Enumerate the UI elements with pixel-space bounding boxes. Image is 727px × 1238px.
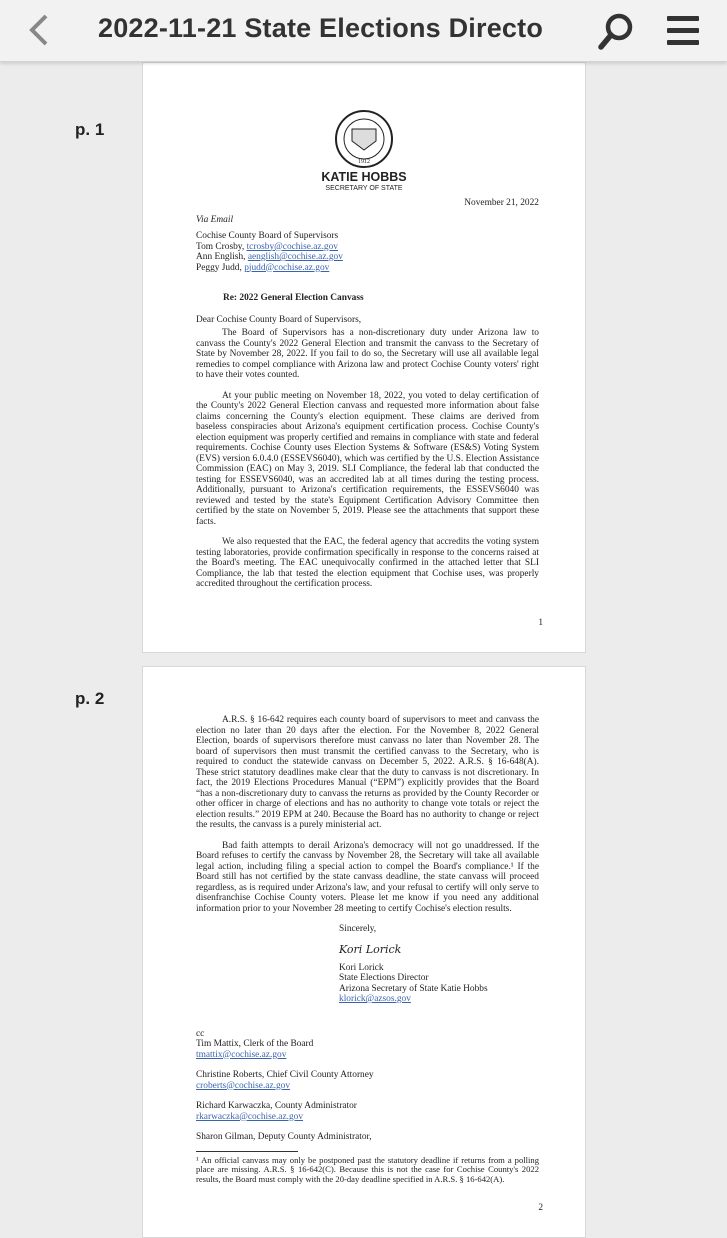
body-paragraph: At your public meeting on November 18, 2022, you voted to delay certification of the County's 2022 General Election canvass and requested more information about false claims concerning the County's election equipment. These claims are derived from baseless conspiracies about Arizona's equipment certification process. Cochise County's election equipment was properly certified and remains in compliance with state and federal requirements. Cochise County uses Election Systems & Software (ES&S) Voting System (EVS) version 6.0.4.0 (ESSEVS6040), which was certified by the U.S. Election Assistance Commission (EAC) on May 3, 2019. SLI Compliance, the federal lab that conducted the testing for ESSEVS6040, was an accredited lab at all times during the testing process. Additionally, pursuant to Arizona's certification requirements, the ESSEVS6040 was reviewed and tested by the state's Equipment Certification Advisory Committee then certified by the state on November 5, 2019. Please see the attachments that support these facts.	[196, 390, 539, 527]
signer-title: State Elections Director	[339, 973, 429, 983]
document-page-2	[75, 666, 586, 1238]
footnote-rule	[196, 1151, 298, 1152]
cc-block	[196, 1029, 539, 1143]
body-paragraph: The Board of Supervisors has a non-discretionary duty under Arizona law to canvass the County's 2022 General Election and transmit the canvass to the Secretary of State by November 28, 2022. If you fail to do so, the Secretary will use all available legal remedies to compel compliance with Arizona law and protect Cochise County voters' right to have their votes counted.	[196, 328, 539, 380]
body-paragraph: Bad faith attempts to derail Arizona's democracy will not go unaddressed. If the Board refuses to certify the canvass by November 28, the Secretary will take all available legal action, including filing a special action to compel the Board's compliance.¹ If the Board still has not certified by the state canvass deadline, the state canvass will proceed regardless, as is required under Arizona's law, and your refusal to certify will only serve to disenfranchise Cochise County voters. Please let me know if you need any additional information prior to your November 28 meeting to certify Cochise's election results.	[196, 840, 539, 914]
email-link[interactable]: aenglish@cochise.az.gov	[247, 252, 343, 262]
cc-name: Tim Mattix, Clerk of the Board	[196, 1039, 314, 1049]
letterhead-name: KATIE HOBBS	[321, 170, 407, 184]
email-link[interactable]: tcrosby@cochise.az.gov	[246, 241, 338, 252]
signer-block	[196, 963, 539, 1005]
signer-email-link[interactable]: klorick@azsos.gov	[339, 994, 411, 1004]
hamburger-menu-icon[interactable]	[667, 16, 699, 46]
email-link[interactable]: pjudd@cochise.az.gov	[244, 262, 330, 273]
cc-email-link[interactable]: croberts@cochise.az.gov	[196, 1080, 291, 1091]
salutation: Dear Cochise County Board of Supervisors,	[196, 314, 362, 325]
addressee-line: Peggy Judd, pjudd@cochise.az.gov	[196, 262, 330, 273]
footnote: ¹ An official canvass may only be postponed past the statutory deadline if returns from a polling place are missing. A.R.S. § 16-642(C). Because this is not the case for Cochise County's 2022 results, the Board must comply with the 20-day deadline specified in A.R.S. § 16-642(A).	[196, 1154, 539, 1185]
cc-label: cc	[196, 1028, 205, 1039]
cc-name: Sharon Gilman, Deputy County Administrator,	[196, 1132, 372, 1142]
body-paragraph: A.R.S. § 16-642 requires each county board of supervisors to meet and canvass the election no later than 20 days after the election. For the November 8, 2022 General Election, boards of supervisors therefore must canvass no later than November 28. The board of supervisors then must transmit the certified canvass to the Secretary, who is required to conduct the statewide canvass on December 5, 2022. A.R.S. § 16-648(A). These strict statutory deadlines make clear that the duty to canvass is not discretionary. In fact, the 2019 Elections Procedures Manual (“EPM”) explicitly provides that the Board “has a non-discretionary duty to canvass the returns as provided by the County Recorder or other officer in charge of elections and has no authority to change vote totals or reject the election results.” 2019 EPM at 240. Because the Board has no authority to change or reject the results, the canvass is a purely ministerial act.	[196, 715, 539, 830]
page-label-1: p. 1	[75, 120, 105, 139]
letterhead-office: SECRETARY OF STATE	[325, 185, 403, 192]
cc-name: Christine Roberts, Chief Civil County Attorney	[196, 1070, 374, 1080]
page-number: 2	[538, 1202, 543, 1213]
addressee-block	[196, 231, 539, 273]
cc-email-link[interactable]: rkarwaczka@cochise.az.gov	[196, 1111, 304, 1122]
addressee-line: Ann English, aenglish@cochise.az.gov	[196, 252, 343, 262]
cc-email-link[interactable]: tmattix@cochise.az.gov	[196, 1049, 287, 1060]
search-icon[interactable]	[596, 12, 636, 52]
letter-date: November 21, 2022	[464, 198, 539, 208]
cc-name: Richard Karwaczka, County Administrator	[196, 1101, 357, 1111]
top-bar	[0, 0, 727, 62]
page-label-2: p. 2	[75, 689, 105, 708]
page-number: 1	[538, 617, 543, 628]
subject-line: Re: 2022 General Election Canvass	[223, 293, 364, 303]
svg-text:1912: 1912	[358, 159, 370, 165]
document-page-1	[75, 62, 586, 653]
closing: Sincerely,	[339, 924, 377, 934]
addressee-line: Tom Crosby, tcrosby@cochise.az.gov	[196, 241, 338, 252]
signature: Kori Lorick	[339, 942, 402, 956]
via-email: Via Email	[196, 214, 234, 225]
body-paragraph: We also requested that the EAC, the federal agency that accredits the voting system testing laboratories, provide confirmation specifically in response to the concerns raised at the Board's meeting. The EAC unequivocally confirmed in the attached letter that SLI Compliance, the lab that tested the election equipment that Cochise uses, was properly accredited throughout the certification process.	[196, 537, 539, 589]
addressee-line: Cochise County Board of Supervisors	[196, 231, 339, 241]
document-title: 2022-11-21 State Elections Directo	[98, 13, 544, 43]
signer-org: Arizona Secretary of State Katie Hobbs	[339, 983, 488, 994]
back-chevron-icon[interactable]	[22, 12, 58, 48]
signer-name: Kori Lorick	[339, 962, 384, 973]
arizona-seal-logo	[143, 109, 585, 169]
